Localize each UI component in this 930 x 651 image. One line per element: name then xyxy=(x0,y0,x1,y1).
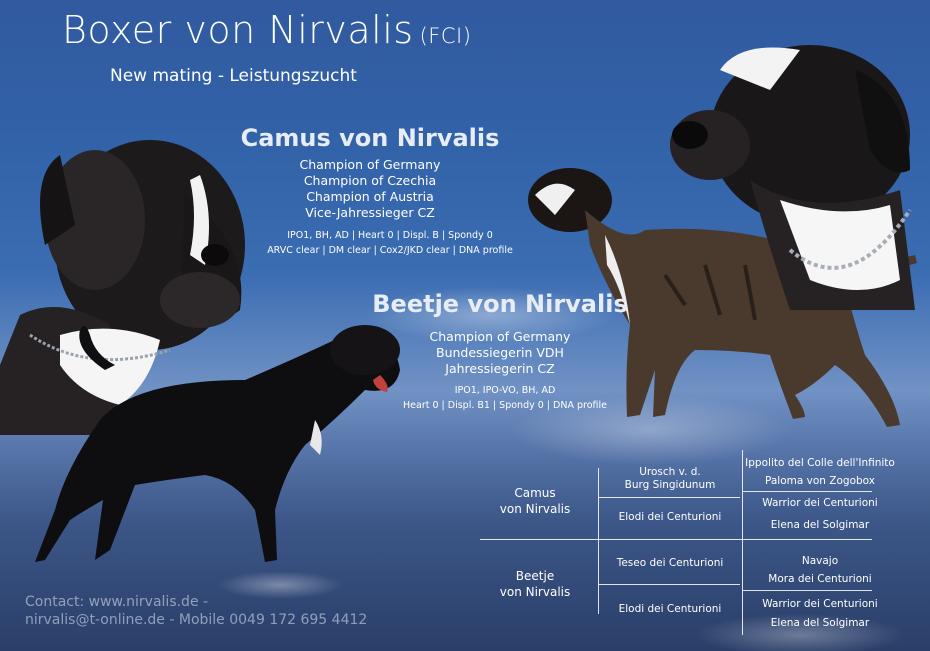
pedigree-grandparent-line: Urosch v. d. xyxy=(639,466,701,478)
pedigree-divider xyxy=(742,491,872,492)
pedigree-great-grandparent: Navajo xyxy=(801,555,839,567)
pedigree-divider xyxy=(598,497,740,498)
dam-health xyxy=(370,383,640,413)
pedigree-great-grandparent: Ippolito del Colle dell'Infinito xyxy=(745,457,895,469)
pedigree-great-grandparent: Elena del Solgimar xyxy=(770,617,870,629)
sire-health-line: IPO1, BH, AD | Heart 0 | Displ. B | Spondy 0 xyxy=(287,230,493,241)
sire-titles xyxy=(275,157,465,221)
page-title xyxy=(62,8,471,52)
dam-name: Beetje von Nirvalis xyxy=(372,290,628,318)
beetje-portrait-photo xyxy=(660,30,925,310)
pedigree-grandparent: Elodi dei Centurioni xyxy=(618,511,722,523)
pedigree-parent xyxy=(485,568,585,600)
dam-title: Champion of Germany xyxy=(429,329,571,344)
dam-health-line: IPO1, IPO-VO, BH, AD xyxy=(454,385,556,396)
pedigree-divider xyxy=(480,539,872,540)
pedigree-parent-line: Beetje xyxy=(515,569,555,583)
dam-title: Jahressiegerin CZ xyxy=(445,361,555,376)
pedigree-parent-line: Camus xyxy=(514,486,556,500)
pedigree-parent-line: von Nirvalis xyxy=(499,585,571,599)
title-suffix: (FCI) xyxy=(419,24,472,48)
sire-title: Champion of Germany xyxy=(299,157,441,172)
pedigree-divider xyxy=(742,450,743,635)
contact-website: Contact: www.nirvalis.de - xyxy=(25,594,209,610)
sire-title: Vice-Jahressieger CZ xyxy=(305,205,435,220)
pedigree-great-grandparent: Warrior dei Centurioni xyxy=(762,497,878,509)
pedigree-great-grandparent: Paloma von Zogobox xyxy=(765,475,875,487)
pedigree-divider xyxy=(742,590,872,591)
pedigree-great-grandparent: Warrior dei Centurioni xyxy=(762,598,878,610)
page-subtitle: New mating - Leistungszucht xyxy=(110,66,357,86)
beetje-standing-photo xyxy=(15,310,415,590)
sire-title: Champion of Austria xyxy=(306,189,434,204)
sire-health-line: ARVC clear | DM clear | Cox2/JKD clear | DNA profile xyxy=(267,245,513,256)
dam-titles xyxy=(405,329,595,377)
pedigree-grandparent: Teseo dei Centurioni xyxy=(616,557,724,569)
pedigree-parent-line: von Nirvalis xyxy=(499,502,571,516)
title-main: Boxer von Nirvalis xyxy=(62,8,414,52)
sire-title: Champion of Czechia xyxy=(303,173,437,188)
pedigree-parent xyxy=(485,485,585,517)
pedigree-grandparent-line: Burg Singidunum xyxy=(624,479,716,491)
sire-health xyxy=(240,228,540,258)
pedigree-grandparent: Elodi dei Centurioni xyxy=(618,603,722,615)
pedigree-great-grandparent: Elena del Solgimar xyxy=(770,519,870,531)
pedigree-divider xyxy=(598,468,599,614)
contact-email-phone: nirvalis@t-online.de - Mobile 0049 172 695 4412 xyxy=(25,612,368,628)
dam-title: Bundessiegerin VDH xyxy=(436,345,564,360)
pedigree-grandparent xyxy=(600,466,740,492)
pedigree-great-grandparent: Mora dei Centurioni xyxy=(768,573,872,585)
dam-health-line: Heart 0 | Displ. B1 | Spondy 0 | DNA profile xyxy=(403,400,607,411)
sire-name: Camus von Nirvalis xyxy=(240,124,500,152)
pedigree-divider xyxy=(598,584,740,585)
